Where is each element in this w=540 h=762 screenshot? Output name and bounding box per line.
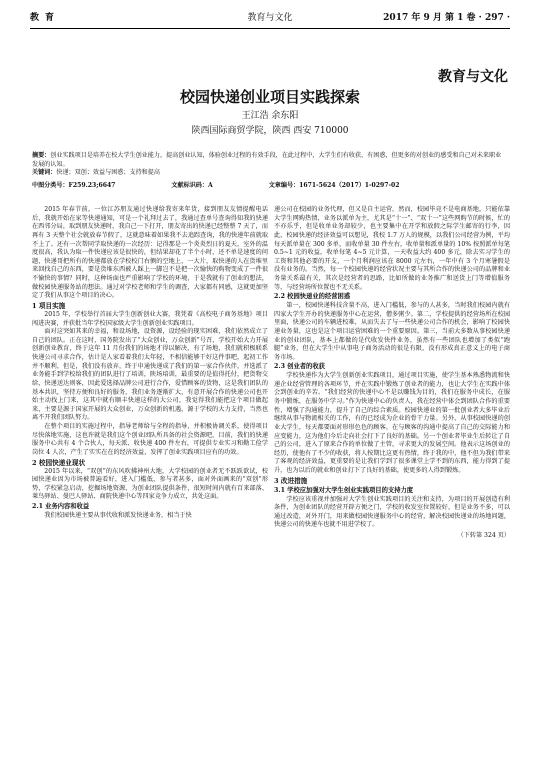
body-paragraph: 学校应该重视并加强对大学生创业实践项目的关注和支持，为项目的开展创造有利条件，为创业团队的经营开辟方便之门，学校的收发室位置较好，但是业务不多，可以通过改造，对外开门，用来做校园快递服务中心的经营，解决校园快递业的场地问题，快递公司的快递车也就不用进学校了。 — [274, 495, 510, 529]
clc-number: 中图分类号：F259.23;6647 — [32, 182, 116, 189]
left-column — [32, 206, 268, 520]
section-heading: 3 改进措施 — [274, 476, 308, 485]
body-paragraph: 2015 年春节前，一位江苏朋友通过快递给我寄来年货，接到朋友友情提醒电话后，我就开始在家等快递通知，可是一个礼拜过去了，我通过查单号查询得知我的快递在西邻分局，取到朋友快递时，我自己一下打开，朋友寄出的快递已经整整 7 天了，而再有 3 天整个社会就放春节假了，这就意味着如果我不去追踪查询，我的快递年前就取不上了。还有一次帮同学取快递的一次经历：记得那是一个炎炎烈日的夏天，室外的温度很高，我认为取一件快递应该是很快的，但结果却花了半个小时，还不单是速度的问题，快递哥把所有的快递都放在学校校门右侧的空地上，一大片，取快递的人在货堆里来回找自己的东西，要是货堆东西被人踩上一脚岂不是把一次愉快的购物变成了一件很不愉快的事情？同时，这种场面也严重影响了学校的环境，于是我就有了创业的想法，做校园快递服务站的想法。通过对学校老师和学生的调查，大家都有同感，这就更加坚定了我们从事这个项目的决心。 — [32, 206, 268, 300]
subsection-heading: 3.1 学校应加强对大学生创业实践项目的支持力度 — [274, 486, 414, 494]
section-heading: 2 校园快递业现状 — [32, 458, 86, 467]
right-column — [274, 206, 510, 541]
body-paragraph: 递公司在校园的业务代理，但又是自主运营，然而，校园毕竟不是电商基地，只能依靠大学生网购热情，业务以派单为主，尤其是“十一”、“双十一”这些网购节的时候，忙的不亦乐乎，但是收单业务却较少，也主要集中在开学和放假之际学生邮寄的行李，因此，校园快递的经济效益可以想见，我校 1.7 万人的规模，以我们公司经营为例，平均每天派单量在 300 多单，而收单量 30 件左右，收单量和派单量的 10% 按照派单每笔 0.5~1 元的收益，收单每笔 4~5 元计算，一天收益大约 400 多元，除去实习学生的工资和其他必要的开支，一个月利润应该在 8000 元左右，一年中有 3 个月寒暑假是没有业务的。当然，每一个校园快递的经营状况主要与其所合作的快递公司的品牌和业务量关系最有关，其次是经营者的思路，比如所做的业务推广和送货上门等增值服务等，与经营场所位置也不无关系。 — [274, 206, 510, 291]
body-paragraph: 2015 年，学校举行首届大学生创新创业大赛，我凭着《高校电子商务基地》项目闯进决赛，并获批当年学校国家级大学生创新创业实践项目。 — [32, 310, 268, 327]
doc-code: 文献标识码：A — [171, 182, 213, 189]
section-title: 教育与文化 — [438, 69, 508, 85]
keywords — [32, 169, 506, 178]
header-rule — [30, 28, 510, 29]
article-title: 校园快递创业项目实践探索 — [179, 88, 360, 106]
continued-note: （下转第 324 页） — [457, 532, 510, 540]
abstract-block — [32, 152, 506, 178]
body-paragraph: 面对这突如其来的幸福，和设场地，设资源，设经验的现实困难，我们依然成立了自己的团队。正在这时，国务院发出了“大众创业，万众创新”号召，学校开始大力开展创新创业教育，终于这年 11 月份我们的场地才得以解决，有了场地，我们就积极联系快递公司寻求合作，估计是人家看着我们太年轻，不相信能够干好这件事吧，起初工作并不顺利，但是，我们没有放弃，终于申通快递成了我们的第一家合作伙伴，并选派了业务能手到学校给我们的团队进行了培训，陕场培训，最重要的是值得托付，把货物交给，快递送达则客，因此爱选择品牌公司进行合作，爱惜顾客的货物，这是我们团队的基本共识，坚持方便和良好的服务，我们业务逐渐扩大，有意开展合作的快递公司也开始主动找上门来，这其中就有顺丰快递这样的大公司，我觉得我们能把这个项目做起来，主要是源于国家开展的大众创业，万众创新的机遇，源于学校的大力支持，当然也离不开我们团队努力。 — [32, 328, 268, 422]
subsection-heading: 2.3 创业者的收获 — [274, 363, 325, 371]
header-column: 教育与文化 — [247, 13, 293, 23]
article-affiliation: 陕西国际商贸学院，陕西 西安 710000 — [191, 126, 349, 136]
body-paragraph: 我们校园快递主要从事代收和派发快递业务，相当于快 — [44, 511, 192, 519]
running-header — [30, 10, 510, 26]
section-heading: 1 项目实施 — [32, 301, 66, 310]
journal-name: 教育 — [30, 13, 61, 23]
article-number: 文章编号：1671-5624（2017）1-0297-02 — [268, 182, 400, 189]
subsection-heading: 2.2 校园快递业的经营困惑 — [274, 293, 351, 301]
abstract-label: 摘要： — [32, 152, 51, 159]
abstract-text: 创业实践项目是培养在校大学生创业能力，提高创业认知，体验创业过程的有效手段，在此过程中，大学生们有收获、有困惑，但更多的对创业的感受和自己对未来职业发展的认知。 — [32, 152, 502, 168]
article-authors: 王江浩 余东阳 — [241, 111, 299, 121]
keywords-text: 快递；双创；效益与困惑；支持和提高 — [56, 169, 160, 177]
body-paragraph: 第一，校园快递科技含量不高，进入门槛低，参与的人甚多，当时我们校园内就有四家大学生开办的快递服务中心在运营，僧多粥少。第二，学校提供的经营场所在校园里面，快递公司的车辆进校难，从而失去了与一些快递公司合作的机会，影响了校园快递业务量，这也是这个项目运营困难的一个重要原因。第三，当前大多数从事校园快递业的创业团队，基本上都做的是代收发快件业务，虽然有一些团队也增加了类似“跑腿”业务，但在大学生中从事电子商务活动的很是有限，没有形成真正意义上的电子商务市场。 — [274, 302, 510, 361]
body-paragraph: 在整个项目的实施过程中，指导老师给与全程的指导，并积极协调关系，使得项目尽快落地实施，这也许就是我们这个创业团队所具备的社会资源吧，目前，我们的快递服务中心共有 4 个合伙人，每天派、收快递 400 件左右，可提供专业实习和勤工俭学岗位 4 人次，产生了实实在在的经济效益，发挥了创业实践项目应有的功效。 — [32, 423, 268, 456]
abstract — [32, 152, 506, 169]
classification-line — [32, 180, 506, 189]
body-paragraph: 学校快递作为大学生创新创业实践项目，通过项目实施，使学生基本熟悉物流和快递企业经营管理的各项环节，并在实践中锻炼了创业者的能力，也让大学生在实践中体会到创业的辛苦。“我们经营的快递中心不是以赚钱为目的，我们在服务中成长，在服务中锻炼，在服务中学习。”作为快递中心的负责人，我在经营中体会到团队合作的重要性，增强了沟通能力，提升了自己的综合素质。校园快递业的第一批创业者大多毕业后继续从事与物流相关的工作，有的已经成为企业的骨干力量。另外，从事校园快递的创业大学生，每天都要面对形形色色的顾客，在与顾客的沟通中提高了自己的交际能力和应变能力，这为他们今后走向社会打下了良好的基础。另一个创业者毕业生后转让了自己的公司，进入了原来合作的单位做了主管，寻求更大的发展空间。他表示这场创业的经历，使他有了不少的收获，将人按期比这更有热情，终于我的中，他不但为我们带来了客观的经济效益，更重要的是让我们学到了很多课堂上学不到的东西，能力得到了提升，也为以后的就业和创业打下了良好的基础，使更多的人得到锻炼。 — [274, 372, 510, 475]
subsection-heading: 2.1 业务内容和收益 — [32, 503, 90, 510]
body-paragraph: 2015 年以来，“双创”的东风吹拂神州大地，大学校园的创业者无不跃跃欲试，校园快递业因为市场被普遍看好，进入门槛低，参与者甚多，面对外面画来的“双创”形势，学校紧急启动，挖掘场地资源，为创业团队提供条件，很短时间内就有百来部落、莱鸟驿站、曼巴人驿站、商院快递中心等四家竞争力成立，共处这面。 — [32, 467, 268, 501]
keywords-label: 关键词： — [32, 169, 57, 177]
issue-info: 2017 年 9 月 第 1 卷 · 297 · — [383, 13, 510, 23]
